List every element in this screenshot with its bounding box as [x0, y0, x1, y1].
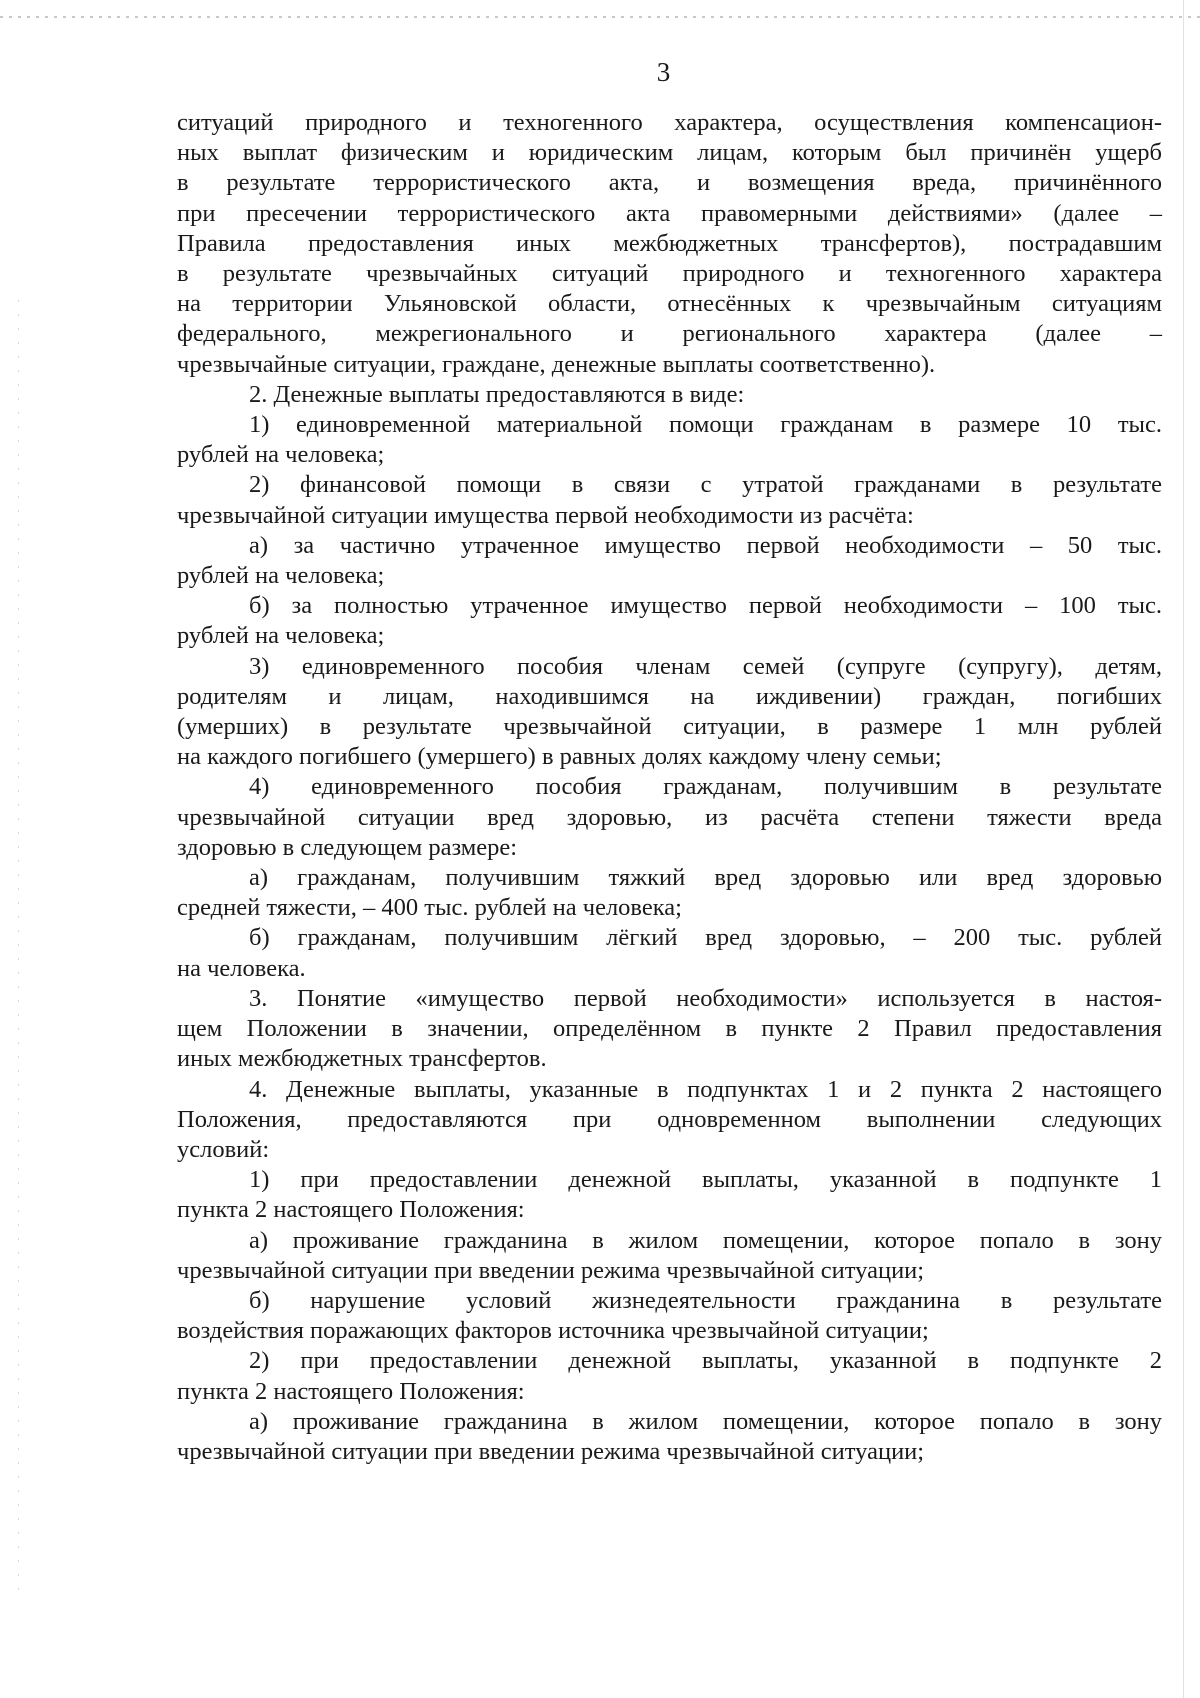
- text-line: а) проживание гражданина в жилом помещении, которое попало в зону: [249, 1226, 1162, 1254]
- text-line: воздействия поражающих факторов источника чрезвычайной ситуации;: [177, 1317, 929, 1345]
- text-line: а) гражданам, получившим тяжкий вред здоровью или вред здоровью: [249, 864, 1162, 892]
- text-line: на территории Ульяновской области, отнесённых к чрезвычайным ситуациям: [177, 290, 1162, 318]
- text-line: рублей на человека;: [177, 562, 385, 590]
- text-line: 2. Денежные выплаты предоставляются в виде:: [249, 380, 745, 408]
- text-line: б) за полностью утраченное имущество первой необходимости – 100 тыс.: [249, 592, 1162, 620]
- text-line: при пресечении террористического акта правомерными действиями» (далее –: [177, 199, 1162, 227]
- text-line: (умерших) в результате чрезвычайной ситуации, в размере 1 млн рублей: [177, 713, 1162, 741]
- text-line: пункта 2 настоящего Положения:: [177, 1196, 525, 1224]
- text-line: условий:: [177, 1135, 270, 1163]
- text-line: пункта 2 настоящего Положения:: [177, 1377, 525, 1405]
- text-line: рублей на человека;: [177, 441, 385, 469]
- text-line: б) нарушение условий жизнедеятельности гражданина в результате: [249, 1286, 1162, 1314]
- text-line: чрезвычайной ситуации вред здоровью, из расчёта степени тяжести вреда: [177, 803, 1162, 831]
- text-line: Положения, предоставляются при одновременном выполнении следующих: [177, 1105, 1162, 1133]
- text-line: чрезвычайной ситуации при введении режима чрезвычайной ситуации;: [177, 1437, 925, 1465]
- text-line: а) проживание гражданина в жилом помещении, которое попало в зону: [249, 1407, 1162, 1435]
- text-line: ных выплат физическим и юридическим лицам, которым был причинён ущерб: [177, 139, 1162, 167]
- text-line: рублей на человека;: [177, 622, 385, 650]
- text-line: ситуаций природного и техногенного характера, осуществления компенсацион-: [177, 109, 1162, 136]
- text-line: 4. Денежные выплаты, указанные в подпунктах 1 и 2 пункта 2 настоящего: [249, 1075, 1162, 1103]
- text-line: на каждого погибшего (умершего) в равных долях каждому члену семьи;: [177, 743, 942, 771]
- text-line: на человека.: [177, 954, 306, 982]
- text-line: а) за частично утраченное имущество первой необходимости – 50 тыс.: [249, 531, 1162, 559]
- document-body: [177, 108, 1162, 1467]
- text-line: иных межбюджетных трансфертов.: [177, 1045, 547, 1073]
- text-line: федерального, межрегионального и регионального характера (далее –: [177, 320, 1162, 348]
- text-line: родителям и лицам, находившимся на иждивении) граждан, погибших: [177, 682, 1162, 710]
- text-line: 2) финансовой помощи в связи с утратой гражданами в результате: [249, 471, 1162, 499]
- text-line: 3. Понятие «имущество первой необходимости» используется в настоя-: [249, 984, 1162, 1012]
- scan-edge-top: [0, 16, 1200, 18]
- text-line: б) гражданам, получившим лёгкий вред здоровью, – 200 тыс. рублей: [249, 924, 1162, 952]
- text-line: в результате чрезвычайных ситуаций природного и техногенного характера: [177, 260, 1162, 288]
- text-line: чрезвычайной ситуации при введении режима чрезвычайной ситуации;: [177, 1256, 925, 1284]
- text-line: здоровью в следующем размере:: [177, 833, 518, 861]
- text-line: чрезвычайной ситуации имущества первой необходимости из расчёта:: [177, 501, 914, 529]
- page-number: 3: [656, 57, 671, 87]
- scan-edge-right: [1183, 0, 1184, 1698]
- scan-edge-left: [18, 300, 19, 1600]
- text-line: в результате террористического акта, и возмещения вреда, причинённого: [177, 169, 1162, 197]
- text-line: средней тяжести, – 400 тыс. рублей на человека;: [177, 894, 682, 922]
- text-line: Правила предоставления иных межбюджетных трансфертов), пострадавшим: [177, 229, 1162, 257]
- text-line: 2) при предоставлении денежной выплаты, указанной в подпункте 2: [249, 1347, 1162, 1375]
- text-line: 4) единовременного пособия гражданам, получившим в результате: [249, 773, 1162, 801]
- text-line: 1) при предоставлении денежной выплаты, указанной в подпункте 1: [249, 1166, 1162, 1194]
- text-line: 1) единовременной материальной помощи гражданам в размере 10 тыс.: [249, 411, 1162, 439]
- text-line: щем Положении в значении, определённом в пункте 2 Правил предоставления: [177, 1015, 1162, 1043]
- text-line: 3) единовременного пособия членам семей (супруге (супругу), детям,: [249, 652, 1162, 680]
- text-line: чрезвычайные ситуации, граждане, денежные выплаты соответственно).: [177, 350, 936, 378]
